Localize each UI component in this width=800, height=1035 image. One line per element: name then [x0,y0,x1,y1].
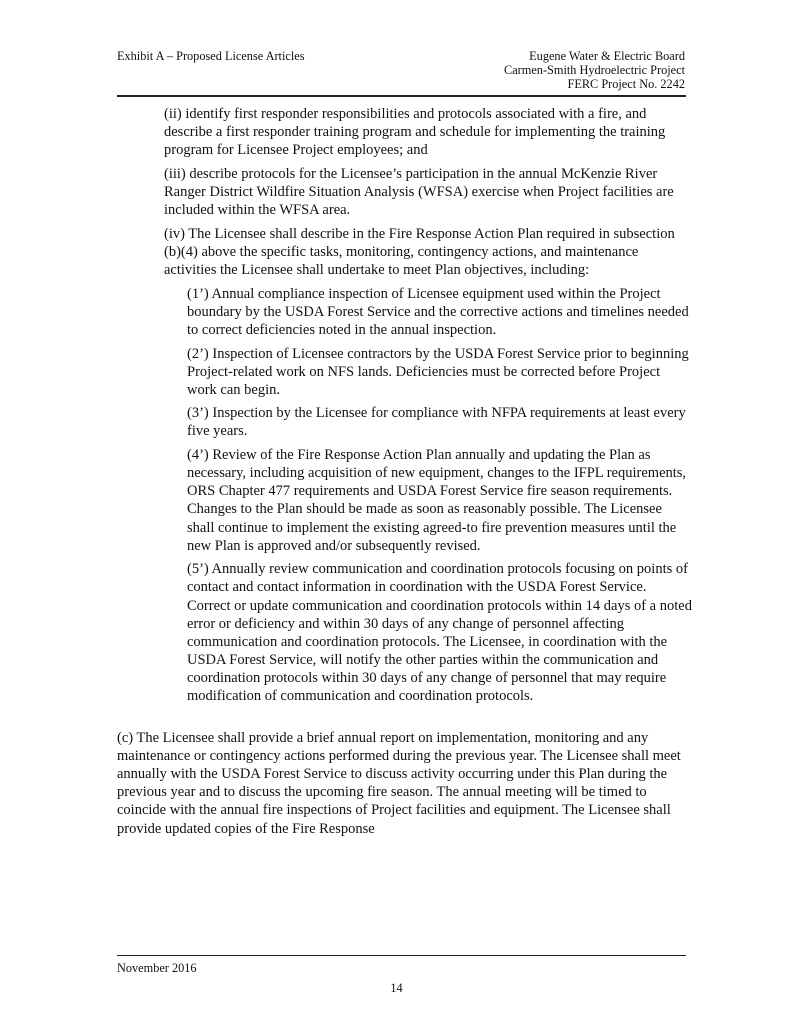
header-organization: Eugene Water & Electric Board [529,49,685,63]
subsection-list [117,105,690,279]
header-project-info [504,49,685,91]
footer-date: November 2016 [117,961,197,975]
document-body [117,105,692,838]
task-list [117,285,692,705]
page-number: 14 [390,981,403,995]
task-item-1: (1’) Annual compliance inspection of Licensee equipment used within the Project boundary by the USDA Forest Service and the corrective actions and timelines needed to correct deficiencies noted in the annual inspection. [187,285,689,338]
header-project-number: FERC Project No. 2242 [567,77,685,91]
paragraph-c: (c) The Licensee shall provide a brief annual report on implementation, monitoring and any maintenance or contingency actions performed during the previous year. The Licensee shall meet annually with the USDA Forest Service to discuss activity occurring under this Plan during the previous year and to discuss the upcoming fire season. The annual meeting will be timed to coincide with the annual fire inspections of Project facilities and equipment. The Licensee shall provide updated copies of the Fire Response [117,730,681,837]
task-item-3: (3’) Inspection by the Licensee for compliance with NFPA requirements at least every five years. [187,405,686,440]
paragraph-iv: (iv) The Licensee shall describe in the Fire Response Action Plan required in subsection (b)(4) above the specific tasks, monitoring, contingency actions, and maintenance activities the Licensee shall undertake to meet Plan objectives, including: [164,225,675,278]
paragraph-iii: (iii) describe protocols for the Licensee’s participation in the annual McKenzie River Ranger District Wildfire Situation Analysis (WFSA) exercise when Project facilities are included within the WFSA area. [164,165,674,219]
page-header [117,49,686,97]
task-item-2: (2’) Inspection of Licensee contractors by the USDA Forest Service prior to beginning Project-related work on NFS lands. Deficiencies must be corrected before Project work can begin. [187,345,689,398]
page-footer [117,955,686,995]
task-item-5: (5’) Annually review communication and coordination protocols focusing on points of contact and contact information in coordination with the USDA Forest Service. Correct or update communication and coordination protocols within 14 days of a noted error or deficiency and within 30 days of any change of personnel affecting communication and coordination protocols. The Licensee, in coordination with the USDA Forest Service, will notify the other parties within the communication and coordination protocols within 30 days of any change of personnel that may require modification of communication and coordination protocols. [187,561,692,704]
paragraph-ii: (ii) identify first responder responsibilities and protocols associated with a fire, and describe a first responder training program and schedule for implementing the training program for Licensee Project employees; and [164,106,666,159]
task-item-4: (4’) Review of the Fire Response Action Plan annually and updating the Plan as necessary, including acquisition of new equipment, changes to the IFPL requirements, ORS Chapter 477 requirements and USDA Forest Service fire season requirements. Changes to the Plan should be made as soon as reasonably possible. The Licensee shall continue to implement the existing agreed-to fire prevention measures until the new Plan is approved and/or subsequently revised. [187,447,687,554]
header-document-title: Exhibit A – Proposed License Articles [117,49,305,63]
header-project-name: Carmen-Smith Hydroelectric Project [504,63,685,77]
